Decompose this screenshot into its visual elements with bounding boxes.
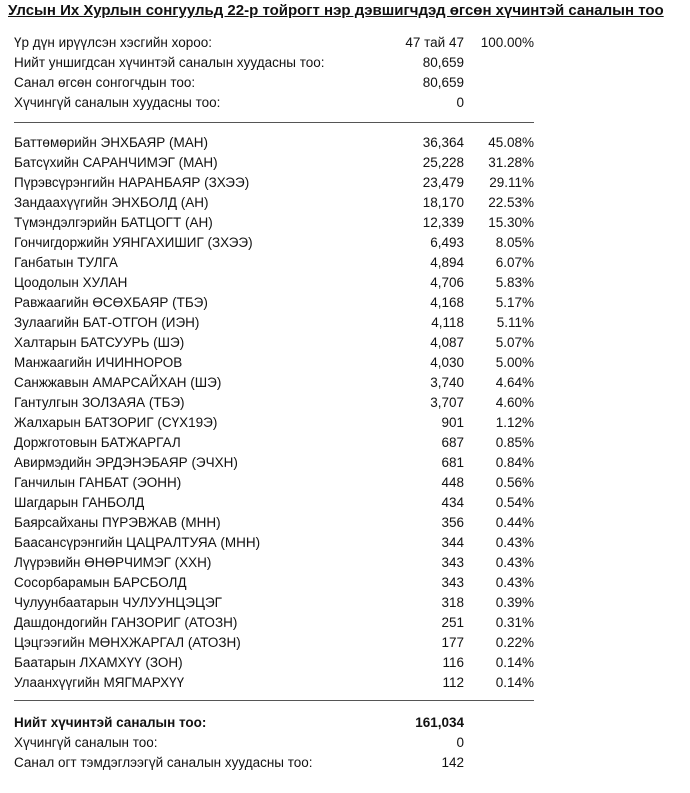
summary-row-label: Нийт уншигдсан хүчинтэй саналын хуудасны тоо: xyxy=(14,55,325,70)
candidate-row-percent: 0.39% xyxy=(495,595,534,610)
candidate-row-label: Зандаахүүгийн ЭНХБОЛД (АН) xyxy=(14,195,209,210)
candidate-row xyxy=(14,533,544,553)
candidate-row xyxy=(14,433,544,453)
candidate-row-value: 4,118 xyxy=(431,315,464,330)
candidate-row-value: 4,706 xyxy=(430,275,464,290)
candidate-row xyxy=(14,353,544,373)
candidate-row-percent: 0.54% xyxy=(495,495,534,510)
candidate-row-label: Баатарын ЛХАМХҮҮ (ЗОН) xyxy=(14,655,183,670)
candidate-row xyxy=(14,473,544,493)
candidate-row-label: Баттөмөрийн ЭНХБАЯР (МАН) xyxy=(14,135,209,150)
candidate-row-percent: 0.43% xyxy=(495,535,534,550)
candidate-row-label: Түмэндэлгэрийн БАТЦОГТ (АН) xyxy=(14,215,213,230)
summary-row-label: Үр дүн ирүүлсэн хэсгийн хороо: xyxy=(14,35,213,50)
candidate-row xyxy=(14,613,544,633)
summary-row-label: Санал өгсөн сонгогчдын тоо: xyxy=(14,75,196,90)
candidates-section xyxy=(14,133,544,693)
candidate-row-value: 3,707 xyxy=(430,395,464,410)
total-row xyxy=(14,733,544,753)
candidate-row xyxy=(14,153,544,173)
total-row-label: Нийт хүчинтэй саналын тоо: xyxy=(14,715,207,730)
candidate-row-percent: 0.43% xyxy=(495,555,534,570)
candidate-row-value: 318 xyxy=(441,595,464,610)
candidate-row-percent: 22.53% xyxy=(488,195,534,210)
candidate-row-label: Санжжавын АМАРСАЙХАН (ШЭ) xyxy=(14,375,222,390)
candidate-row-label: Ганчилын ГАНБАТ (ЭОНН) xyxy=(14,475,182,490)
divider xyxy=(14,122,534,123)
candidate-row-percent: 45.08% xyxy=(488,135,534,150)
candidate-row-label: Улаанхүүгийн МЯГМАРХҮҮ xyxy=(14,675,185,690)
candidate-row-value: 344 xyxy=(441,535,464,550)
candidate-row-label: Баасансүрэнгийн ЦАЦРАЛТУЯА (МНН) xyxy=(14,535,261,550)
candidate-row-label: Манжаагийн ИЧИННОРОВ xyxy=(14,355,183,370)
summary-row-value: 80,659 xyxy=(422,75,464,90)
candidate-row-label: Шагдарын ГАНБОЛД xyxy=(14,495,145,510)
candidate-row-percent: 5.83% xyxy=(495,275,534,290)
candidate-row-percent: 0.22% xyxy=(495,635,534,650)
candidate-row-percent: 5.11% xyxy=(496,315,534,330)
candidate-row-value: 434 xyxy=(441,495,464,510)
candidate-row xyxy=(14,133,544,153)
candidate-row xyxy=(14,493,544,513)
candidate-row-percent: 15.30% xyxy=(488,215,534,230)
page-title: Улсын Их Хурлын сонгуульд 22-р тойрогт нэр дэвшигчдэд өгсөн хүчинтэй саналын тоо xyxy=(8,2,664,19)
candidate-row-percent: 0.14% xyxy=(495,675,534,690)
summary-row-percent: 100.00% xyxy=(480,35,534,50)
summary-row-value: 47 тай 47 xyxy=(405,35,464,50)
summary-section xyxy=(14,33,544,113)
candidate-row-value: 681 xyxy=(441,455,464,470)
candidate-row-value: 4,087 xyxy=(430,335,464,350)
candidate-row-value: 3,740 xyxy=(430,375,464,390)
total-row-value: 0 xyxy=(456,735,464,750)
summary-row-value: 80,659 xyxy=(422,55,464,70)
candidate-row xyxy=(14,333,544,353)
candidate-row-percent: 1.12% xyxy=(495,415,534,430)
candidate-row-percent: 6.07% xyxy=(495,255,534,270)
candidate-row xyxy=(14,253,544,273)
candidate-row-value: 4,030 xyxy=(430,355,464,370)
candidate-row-percent: 4.64% xyxy=(495,375,534,390)
candidate-row xyxy=(14,373,544,393)
total-row-value: 161,034 xyxy=(415,715,464,730)
candidate-row-value: 18,170 xyxy=(422,195,464,210)
candidate-row-value: 6,493 xyxy=(430,235,464,250)
candidate-row-label: Цэцгээгийн МӨНХЖАРГАЛ (АТОЗН) xyxy=(14,635,241,650)
candidate-row xyxy=(14,313,544,333)
candidate-row-percent: 4.60% xyxy=(495,395,534,410)
candidate-row-label: Чулуунбаатарын ЧУЛУУНЦЭЦЭГ xyxy=(14,595,222,610)
total-row xyxy=(14,713,544,733)
candidate-row xyxy=(14,273,544,293)
summary-row xyxy=(14,73,544,93)
candidate-row-value: 36,364 xyxy=(422,135,464,150)
results-table xyxy=(14,33,544,773)
candidate-row-label: Доржготовын БАТЖАРГАЛ xyxy=(14,435,181,450)
candidate-row-label: Халтарын БАТСУУРЬ (ШЭ) xyxy=(14,335,185,350)
candidate-row-label: Гантулгын ЗОЛЗАЯА (ТБЭ) xyxy=(14,395,185,410)
candidate-row-value: 116 xyxy=(442,655,464,670)
candidate-row-value: 687 xyxy=(441,435,464,450)
total-row-value: 142 xyxy=(441,755,464,770)
total-row-label: Хүчингүй саналын тоо: xyxy=(14,735,158,750)
candidate-row-percent: 31.28% xyxy=(488,155,534,170)
candidate-row-percent: 0.31% xyxy=(495,615,534,630)
candidate-row-label: Ганбатын ТУЛГА xyxy=(14,255,118,270)
candidate-row-label: Жалхарын БАТЗОРИГ (СҮХ19Э) xyxy=(14,415,218,430)
candidate-row-value: 112 xyxy=(442,675,464,690)
candidate-row-value: 4,894 xyxy=(430,255,464,270)
candidate-row-value: 23,479 xyxy=(422,175,464,190)
candidate-row xyxy=(14,233,544,253)
candidate-row-label: Сосорбарамын БАРСБОЛД xyxy=(14,575,187,590)
candidate-row-value: 12,339 xyxy=(422,215,464,230)
candidate-row-value: 343 xyxy=(441,555,464,570)
candidate-row-percent: 0.56% xyxy=(495,475,534,490)
candidate-row-percent: 29.11% xyxy=(489,175,534,190)
candidate-row-label: Дашдондогийн ГАНЗОРИГ (АТОЗН) xyxy=(14,615,238,630)
summary-row xyxy=(14,33,544,53)
candidate-row xyxy=(14,673,544,693)
candidate-row xyxy=(14,193,544,213)
candidate-row xyxy=(14,593,544,613)
candidate-row-value: 177 xyxy=(441,635,464,650)
candidate-row-label: Гончигдоржийн УЯНГАХИШИГ (ЗХЭЭ) xyxy=(14,235,253,250)
candidate-row-value: 25,228 xyxy=(422,155,464,170)
candidate-row-value: 4,168 xyxy=(430,295,464,310)
candidate-row-label: Пүрэвсүрэнгийн НАРАНБАЯР (ЗХЭЭ) xyxy=(14,175,250,190)
summary-row xyxy=(14,93,544,113)
candidate-row-percent: 0.84% xyxy=(495,455,534,470)
candidate-row-label: Зулаагийн БАТ-ОТГОН (ИЭН) xyxy=(14,315,200,330)
candidate-row xyxy=(14,213,544,233)
candidate-row-label: Батсүхийн САРАНЧИМЭГ (МАН) xyxy=(14,155,218,170)
candidate-row-percent: 5.07% xyxy=(495,335,534,350)
candidate-row-percent: 0.44% xyxy=(495,515,534,530)
candidate-row xyxy=(14,293,544,313)
candidate-row-label: Цоодолын ХУЛАН xyxy=(14,275,128,290)
candidate-row-label: Равжаагийн ӨСӨХБАЯР (ТБЭ) xyxy=(14,295,208,310)
candidate-row xyxy=(14,393,544,413)
candidate-row-label: Авирмэдийн ЭРДЭНЭБАЯР (ЭЧХН) xyxy=(14,455,238,470)
candidate-row-label: Баярсайханы ПҮРЭВЖАВ (МНН) xyxy=(14,515,221,530)
candidate-row-percent: 0.43% xyxy=(495,575,534,590)
candidate-row-percent: 0.85% xyxy=(495,435,534,450)
candidate-row xyxy=(14,513,544,533)
total-row xyxy=(14,753,544,773)
candidate-row xyxy=(14,553,544,573)
candidate-row-percent: 8.05% xyxy=(495,235,534,250)
summary-row xyxy=(14,53,544,73)
candidate-row xyxy=(14,173,544,193)
candidate-row xyxy=(14,573,544,593)
candidate-row-value: 901 xyxy=(441,415,464,430)
divider xyxy=(14,700,534,701)
candidate-row-percent: 5.17% xyxy=(495,295,534,310)
summary-row-value: 0 xyxy=(456,95,464,110)
candidate-row xyxy=(14,653,544,673)
candidate-row-percent: 5.00% xyxy=(495,355,534,370)
candidate-row xyxy=(14,413,544,433)
summary-row-label: Хүчингүй саналын хуудасны тоо: xyxy=(14,95,221,110)
candidate-row xyxy=(14,633,544,653)
candidate-row-label: Лүүрэвийн ӨНӨРЧИМЭГ (ХХН) xyxy=(14,555,212,570)
total-row-label: Санал огт тэмдэглээгүй саналын хуудасны тоо: xyxy=(14,755,313,770)
candidate-row xyxy=(14,453,544,473)
candidate-row-value: 448 xyxy=(441,475,464,490)
candidate-row-percent: 0.14% xyxy=(495,655,534,670)
totals-section xyxy=(14,713,544,773)
candidate-row-value: 356 xyxy=(441,515,464,530)
candidate-row-value: 251 xyxy=(441,615,464,630)
candidate-row-value: 343 xyxy=(441,575,464,590)
